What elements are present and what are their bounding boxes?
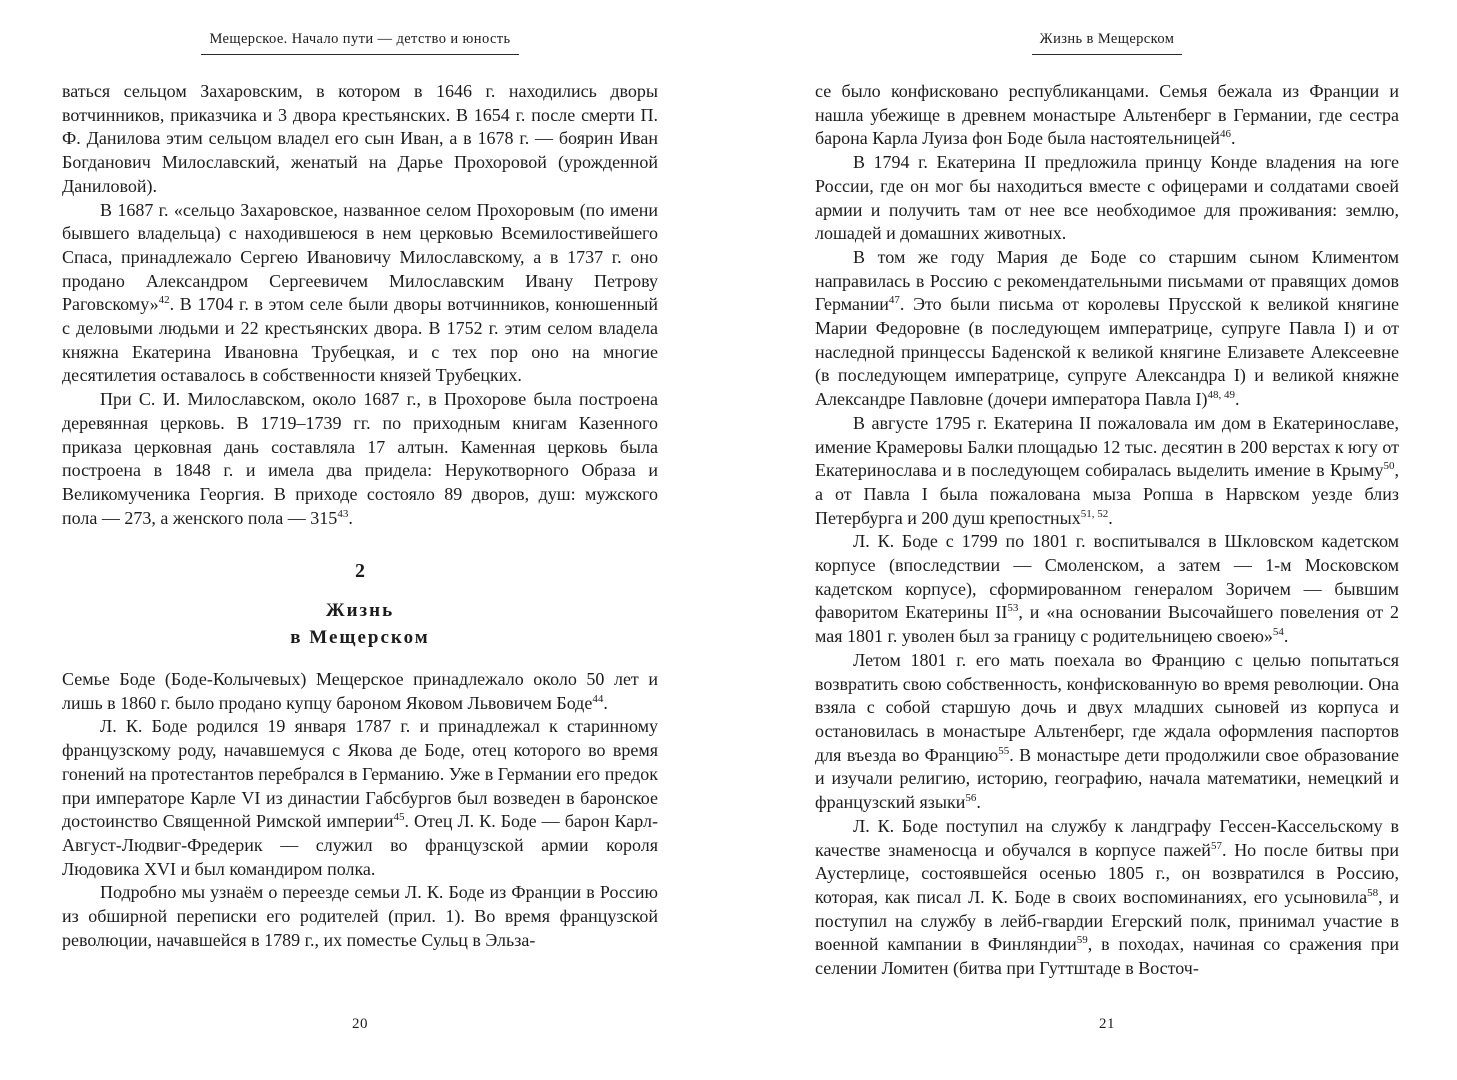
paragraph: В 1794 г. Екатерина II предложила принцу Конде владения на юге России, где он мог бы находиться вместе с офицерами и солдатами своей армии и получить там от нее все необходимое для проживания: землю, лошадей и домашних животных. — [815, 152, 1399, 244]
paragraph: В августе 1795 г. Екатерина II пожаловала им дом в Екатеринославе, имение Крамеровы Балки площадью 12 тыс. десятин в 200 верстах к югу от Екатеринослава и в последующем собиралась выделить имение в Крыму$^{50}$, а от Павла I была пожалована мыза Ропша в Нарвском уезде близ Петербурга и 200 душ крепостных$^{51, 52}$. — [815, 412, 1399, 528]
running-header-right — [815, 30, 1399, 55]
paragraph: Семье Боде (Боде-Колычевых) Мещерское принадлежало около 50 лет и лишь в 1860 г. было продано купцу бароном Яковом Львовичем Боде$^{44}$. — [62, 669, 658, 713]
chapter-title-line: Жизнь — [325, 600, 395, 622]
paragraph: Л. К. Боде родился 19 января 1787 г. и принадлежал к старинному французскому роду, начавшемуся с Якова де Боде, отец которого во время гонений на протестантов перебрался в Германию. Уже в Германии его предок при императоре Карле VI из династии Габсбургов был возведен в баронское достоинство Священной Римской империи$^{45}$. Отец Л. К. Боде — барон Карл-Август-Людвиг-Фредерик — служил во французской армии короля Людовика XVI и был командиром полка. — [62, 716, 658, 879]
footnote-ref: 54 — [1272, 626, 1284, 639]
paragraph: В том же году Мария де Боде со старшим сыном Климентом направилась в Россию с рекомендательными письмами от правящих домов Германии$^{47}$. Это были письма от королевы Прусской к великой княгине Марии Федоровне (в последующем императрице, супруге Павла I) и от наследной принцессы Баденской к великой княгине Елизавете Алексеевне (в последующем императрице, супруге Александра I) и великой княжне Александре Павловне (дочери императора Павла I)$^{48, 49}$. — [815, 246, 1399, 410]
running-header-left — [62, 30, 658, 55]
chapter-number: 2 — [355, 560, 365, 583]
page-left-body — [62, 80, 658, 953]
chapter-title — [62, 597, 658, 651]
footnote-ref: 50 — [1383, 460, 1395, 473]
footnote-ref: 53 — [1007, 602, 1019, 615]
page-number-right: 21 — [1099, 1016, 1115, 1032]
paragraph: се было конфисковано республиканцами. Семья бежала из Франции и нашла убежище в древнем монастыре Альтенберг в Германии, где сестра барона Карла Луиза фон Боде была настоятельницей$^{46}$. — [815, 81, 1399, 149]
footnote-ref: 59 — [1076, 934, 1088, 947]
footnote-ref: 55 — [998, 744, 1010, 757]
footnote-ref: 58 — [1367, 886, 1379, 899]
footnote-ref: 47 — [888, 294, 900, 307]
footnote-ref: 42 — [158, 294, 170, 307]
chapter-title-line: в Мещерском — [290, 627, 430, 649]
paragraph: Летом 1801 г. его мать поехала во Францию с целью попытаться возвратить свою собственность, конфискованную во время революции. Она взяла с собой старшую дочь и двух младших сыновей из корпуса и остановилась в монастыре Альтенберг, где ждала оформления паспортов для въезда во Францию$^{55}$. В монастыре дети продолжили свое образование и изучали религию, историю, географию, начала математики, немецкий и французский языки$^{56}$. — [815, 649, 1399, 813]
page-right-body — [815, 80, 1399, 981]
footnote-ref: 45 — [393, 811, 405, 824]
chapter-heading — [62, 560, 658, 651]
footnote-ref: 43 — [337, 507, 349, 520]
page-number-left: 20 — [352, 1016, 368, 1032]
running-header-left-text: Мещерское. Начало пути — детство и юность — [201, 31, 518, 55]
paragraph: ваться сельцом Захаровским, в котором в 1646 г. находились дворы вотчинников, приказчика и 3 двора крестьянских. В 1654 г. после смерти П. Ф. Данилова этим сельцом владел его сын Иван, а в 1678 г. — боярин Иван Богданович Милославский, женатый на Дарье Прохоровой (урожденной Даниловой). — [62, 81, 658, 196]
running-header-right-text: Жизнь в Мещерском — [1032, 31, 1183, 55]
paragraph: Подробно мы узнаём о переезде семьи Л. К. Боде из Франции в Россию из обширной переписки его родителей (прил. 1). Во время французской революции, начавшейся в 1789 г., их поместье Сульц в Эльза- — [62, 882, 658, 950]
footnote-ref: 44 — [592, 692, 604, 705]
paragraph: Л. К. Боде поступил на службу к ландграфу Гессен-Кассельскому в качестве знаменосца и обучался в корпусе пажей$^{57}$. Но после битвы при Аустерлице, состоявшейся осенью 1805 г., он возвратился в Россию, которая, как писал Л. К. Боде в своих воспоминаниях, его усыновила$^{58}$, и поступил на службу в лейб-гвардии Егерский полк, принимал участие в военной кампании в Финляндии$^{59}$, в походах, начиная со сражения при селении Ломитен (битва при Гуттштаде в Восточ- — [815, 815, 1400, 979]
page-left — [62, 0, 658, 1080]
paragraph: Л. К. Боде с 1799 по 1801 г. воспитывался в Шкловском кадетском корпусе (впоследствии — Смоленском, а затем — 1-м Московском кадетском корпусе), сформированном генералом Зоричем — бывшим фаворитом Екатерины II$^{53}$, и «на основании Высочайшего повеления от 2 мая 1801 г. уволен был за границу с родительницею своею»$^{54}$. — [815, 531, 1399, 647]
footnote-ref: 51, 52 — [1080, 507, 1109, 520]
footnote-ref: 46 — [1219, 128, 1231, 141]
footnote-ref: 57 — [1210, 839, 1222, 852]
paragraph: При С. И. Милославском, около 1687 г., в Прохорове была построена деревянная церковь. В 1719–1739 гг. по приходным книгам Казенного приказа церковная дань составляла 17 алтын. Каменная церковь была построена в 1848 г. и имела два придела: Нерукотворного Образа и Великомученика Георгия. В приходе состояло 89 дворов, душ: мужского пола — 273, а женского пола — 315$^{43}$. — [62, 389, 658, 528]
page-right — [815, 0, 1399, 1080]
footnote-ref: 48, 49 — [1207, 389, 1235, 402]
paragraph: В 1687 г. «сельцо Захаровское, названное селом Прохоровым (по имени бывшего владельца) с находившеюся в нем церковью Всемилостивейшего Спаса, принадлежало Сергею Ивановичу Милославскому, а в 1737 г. оно продано Александром Сергеевичем Милославским Ивану Петрову Раговскому»$^{42}$. В 1704 г. в этом селе были дворы вотчинников, конюшенный с деловыми людьми и 22 крестьянских двора. В 1752 г. этим селом владела княжна Екатерина Ивановна Трубецкая, и с тех пор оно на многие десятилетия оставалось в собственности князей Трубецких. — [62, 199, 658, 386]
footnote-ref: 56 — [965, 792, 977, 805]
